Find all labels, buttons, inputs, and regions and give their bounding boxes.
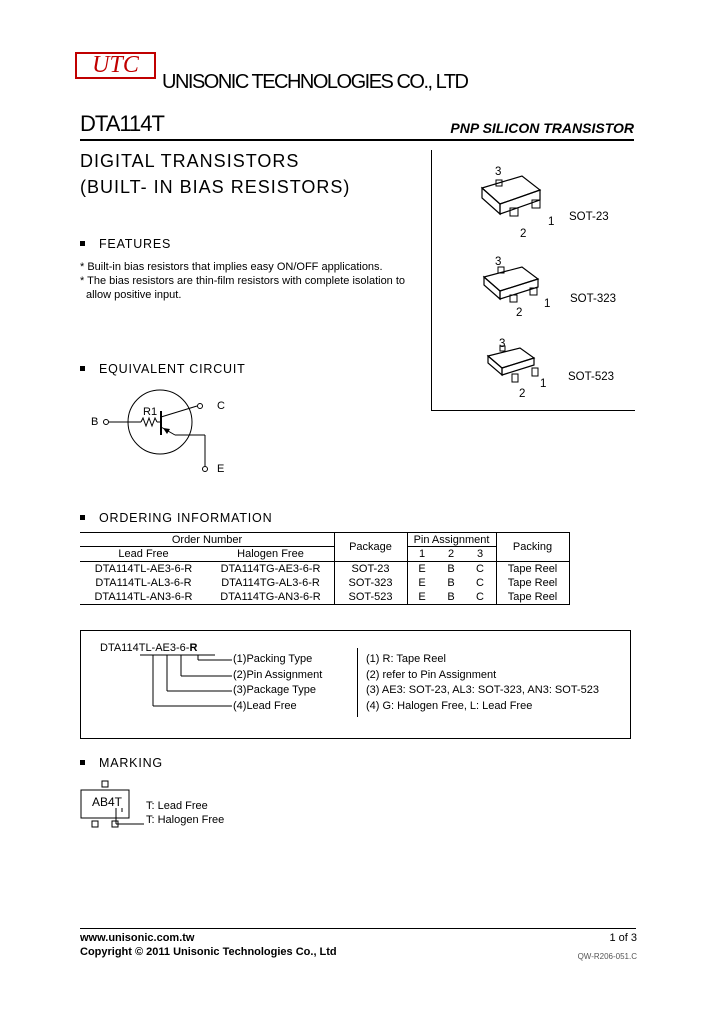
- sot523-name: SOT-523: [568, 371, 615, 383]
- ordering-heading: ORDERING INFORMATION: [80, 511, 272, 525]
- collector-label: C: [217, 400, 225, 412]
- package-header: Package: [349, 541, 392, 553]
- sot323-name: SOT-323: [570, 293, 617, 305]
- order-number-header: Order Number: [171, 534, 243, 546]
- code-example: DTA114TL-AE3-6-R: [100, 642, 198, 654]
- legend-left-item: (4)Lead Free: [233, 700, 297, 712]
- table-cell: C: [476, 591, 484, 603]
- sot323-pin3-label: 3: [495, 256, 502, 268]
- table-cell: DTA114TG-AN3-6-R: [220, 591, 321, 603]
- table-cell: DTA114TG-AL3-6-R: [221, 577, 320, 589]
- equivalent-circuit-diagram: [95, 385, 235, 480]
- package-panel-left-border: [431, 150, 432, 411]
- table-cell: E: [418, 591, 426, 603]
- legend-left-item: (3)Package Type: [233, 684, 316, 696]
- table-cell: B: [447, 591, 455, 603]
- marking-leader-lines: [114, 808, 150, 828]
- pin1-header: 1: [418, 548, 426, 560]
- table-cell: B: [447, 563, 455, 575]
- website-link[interactable]: www.unisonic.com.tw: [80, 932, 195, 944]
- sot23-name: SOT-23: [569, 211, 609, 223]
- title-line2: (BUILT- IN BIAS RESISTORS): [80, 177, 351, 197]
- lead-free-header: Lead Free: [118, 548, 169, 560]
- table-cell: SOT-23: [351, 563, 390, 575]
- circuit-heading: EQUIVALENT CIRCUIT: [80, 362, 246, 376]
- code-legend-leader-lines: [140, 654, 240, 714]
- legend-left-item: (1)Packing Type: [233, 653, 313, 665]
- sot523-pin3-label: 3: [499, 338, 506, 350]
- feature-line-3: allow positive input.: [86, 289, 182, 301]
- footer-rule: [80, 928, 636, 929]
- company-name: UNISONIC TECHNOLOGIES CO., LTD: [162, 71, 468, 93]
- logo-text: UTC: [92, 52, 139, 78]
- features-heading: FEATURES: [80, 237, 171, 251]
- product-type: PNP SILICON TRANSISTOR: [450, 120, 634, 136]
- r1-label: R1: [143, 406, 158, 418]
- legend-left-item: (2)Pin Assignment: [233, 669, 323, 681]
- table-cell: DTA114TL-AN3-6-R: [94, 591, 193, 603]
- legend-right-item: (1) R: Tape Reel: [366, 653, 446, 665]
- pin2-header: 2: [447, 548, 455, 560]
- part-number: DTA114T: [80, 111, 164, 136]
- table-cell: DTA114TL-AL3-6-R: [95, 577, 192, 589]
- sot523-pin2-label: 2: [519, 388, 526, 400]
- table-cell: E: [418, 563, 426, 575]
- legend-divider: [357, 648, 358, 717]
- table-cell: DTA114TL-AE3-6-R: [94, 563, 193, 575]
- document-number: QW-R206-051.C: [577, 952, 637, 961]
- marking-t-lead: T: Lead Free: [146, 800, 208, 812]
- base-label: B: [91, 416, 99, 428]
- sot23-pin2-label: 2: [520, 228, 527, 240]
- table-cell: B: [447, 577, 455, 589]
- feature-line-2: * The bias resistors are thin-film resistors with complete isolation to: [80, 275, 406, 287]
- sot23-pin3-label: 3: [495, 166, 502, 178]
- table-cell: C: [476, 563, 484, 575]
- bullet-square-icon: [80, 366, 85, 371]
- bullet-square-icon: [80, 515, 85, 520]
- sot523-pin1-label: 1: [540, 378, 547, 390]
- table-cell: SOT-523: [348, 591, 393, 603]
- table-cell: DTA114TG-AE3-6-R: [220, 563, 321, 575]
- bullet-square-icon: [80, 241, 85, 246]
- feature-line-1: * Built-in bias resistors that implies easy ON/OFF applications.: [80, 261, 383, 273]
- package-panel-bottom-border: [431, 410, 635, 411]
- emitter-label: E: [217, 463, 225, 475]
- halogen-free-header: Halogen Free: [237, 548, 304, 560]
- pin-assignment-header: Pin Assignment: [413, 534, 490, 546]
- legend-right-item: (3) AE3: SOT-23, AL3: SOT-323, AN3: SOT-523: [366, 684, 599, 696]
- packing-header: Packing: [512, 541, 553, 553]
- header-rule: [80, 139, 634, 141]
- legend-right-item: (2) refer to Pin Assignment: [366, 669, 497, 681]
- table-cell: Tape Reel: [507, 577, 558, 589]
- bullet-square-icon: [80, 760, 85, 765]
- sot323-pin2-label: 2: [516, 307, 523, 319]
- table-cell: Tape Reel: [507, 563, 558, 575]
- marking-code: AB4T: [92, 795, 123, 809]
- table-cell: SOT-323: [348, 577, 393, 589]
- table-cell: E: [418, 577, 426, 589]
- marking-t-halogen: T: Halogen Free: [146, 814, 225, 826]
- copyright: Copyright © 2011 Unisonic Technologies Co., Ltd: [80, 946, 337, 958]
- table-cell: C: [476, 577, 484, 589]
- table-cell: Tape Reel: [507, 591, 558, 603]
- sot23-pin1-label: 1: [548, 216, 555, 228]
- sot323-pin1-label: 1: [544, 298, 551, 310]
- marking-heading: MARKING: [80, 756, 163, 770]
- title-line1: DIGITAL TRANSISTORS: [80, 151, 300, 171]
- page-number: 1 of 3: [609, 932, 637, 944]
- legend-right-item: (4) G: Halogen Free, L: Lead Free: [366, 700, 533, 712]
- pin3-header: 3: [476, 548, 484, 560]
